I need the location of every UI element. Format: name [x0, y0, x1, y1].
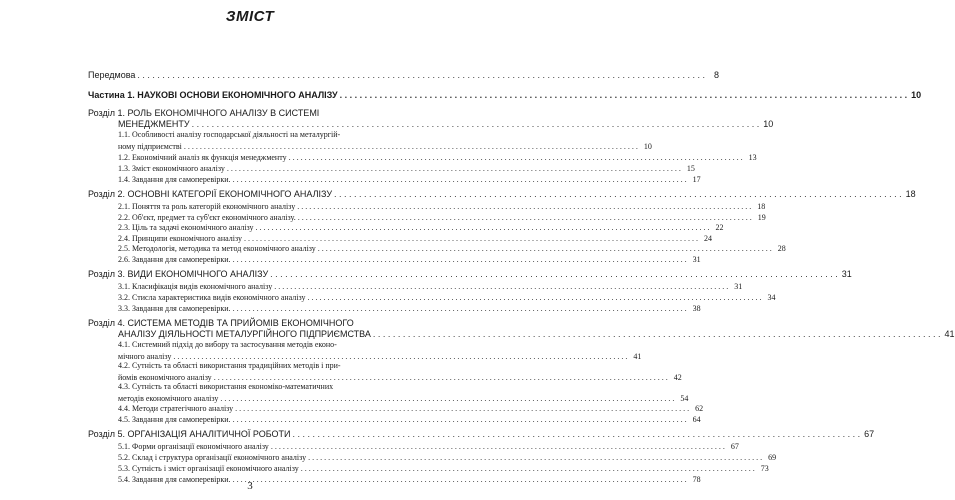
dot-leader — [271, 442, 725, 451]
dot-leader — [334, 189, 902, 199]
dot-leader — [307, 293, 761, 302]
toc-page-number: 15 — [686, 164, 695, 173]
toc-subentry — [118, 414, 701, 424]
toc-page-number: 73 — [760, 464, 769, 473]
toc-entry-text: 4.4. Методи стратегічного аналізу — [118, 404, 234, 413]
dot-leader — [270, 269, 838, 279]
toc-page-number: 10 — [643, 142, 652, 151]
toc-entry-text: 5.3. Сутність і зміст організації економічного аналізу — [118, 464, 299, 473]
toc-subentry — [118, 372, 682, 382]
dot-leader — [137, 70, 705, 80]
toc-entry-text: 3.2. Стисла характеристика видів економічного аналізу — [118, 293, 306, 302]
dot-leader — [373, 329, 941, 339]
toc-page-number: 18 — [905, 189, 916, 199]
dot-leader — [214, 373, 668, 382]
toc-subentry — [118, 463, 769, 473]
toc-page-number: 31 — [734, 282, 743, 291]
toc-entry-text: 5.2. Склад і структура організації економічного аналізу — [118, 453, 307, 462]
page-number: 3 — [247, 480, 253, 492]
dot-leader — [292, 429, 860, 439]
toc-entry-text: 2.3. Ціль та задачі економічного аналізу — [118, 223, 254, 232]
dot-leader — [301, 464, 755, 473]
toc-entry-text: Передмова — [88, 70, 136, 80]
toc-entry-text: Розділ 3. ВИДИ ЕКОНОМІЧНОГО АНАЛІЗУ — [88, 269, 269, 279]
toc-entry-text: 1.2. Економічний аналіз як функція менеджменту — [118, 153, 287, 162]
toc-entry-text: Розділ 2. ОСНОВНІ КАТЕГОРІЇ ЕКОНОМІЧНОГО АНАЛІЗУ — [88, 189, 333, 199]
toc-page-number: 41 — [633, 352, 642, 361]
dot-leader — [308, 453, 762, 462]
toc-page-number: 31 — [692, 255, 701, 264]
toc-part-heading — [88, 90, 922, 100]
toc-entry-text: Розділ 5. ОРГАНІЗАЦІЯ АНАЛІТИЧНОЇ РОБОТИ — [88, 429, 291, 439]
dot-leader — [192, 119, 760, 129]
toc-subentry — [118, 212, 766, 222]
dot-leader — [318, 244, 772, 253]
toc-entry-continuation: методів економічного аналізу — [118, 394, 219, 403]
toc-page-number: 78 — [692, 475, 701, 484]
page-title: ЗМІСТ — [225, 8, 275, 25]
toc-entry-continuation: йомів економічного аналізу — [118, 373, 212, 382]
toc-page-number: 10 — [763, 119, 774, 129]
dot-leader — [340, 90, 908, 100]
toc-entry-text: 3.3. Завдання для самоперевірки. — [118, 304, 231, 313]
toc-subentry — [118, 303, 701, 313]
toc-page-number: 42 — [673, 373, 682, 382]
toc-section — [88, 189, 916, 199]
toc-entry-text: 4.3. Сутність та області використання економіко-математичних — [118, 382, 334, 391]
toc-subentry — [118, 393, 689, 403]
toc-page-number: 69 — [768, 453, 777, 462]
toc-page-number: 67 — [730, 442, 739, 451]
toc-page-number: 22 — [715, 223, 724, 232]
toc-entry-text: Частина 1. НАУКОВІ ОСНОВИ ЕКОНОМІЧНОГО АНАЛІЗУ — [88, 90, 338, 100]
toc-section — [118, 119, 774, 129]
toc-entry-text: 2.2. Об'єкт, предмет та суб'єкт економічного аналізу. — [118, 213, 296, 222]
dot-leader — [233, 175, 687, 184]
toc-page-number: 41 — [944, 329, 955, 339]
toc-subentry — [118, 281, 743, 291]
toc-page-number: 17 — [692, 175, 701, 184]
toc-subentry — [118, 222, 724, 232]
toc-page-number: 64 — [692, 415, 701, 424]
dot-leader — [289, 153, 743, 162]
toc-subentry — [118, 403, 704, 413]
toc-page-number: 31 — [841, 269, 852, 279]
toc-subentry — [118, 141, 652, 151]
dot-leader — [227, 164, 681, 173]
toc-entry-text: 2.1. Поняття та роль категорій економічного аналізу — [118, 202, 296, 211]
dot-leader — [173, 352, 627, 361]
toc-entry-text: Розділ 4. СИСТЕМА МЕТОДІВ ТА ПРИЙОМІВ ЕКОНОМІЧНОГО — [88, 318, 354, 328]
toc-subentry — [118, 292, 776, 302]
toc-page-number: 67 — [864, 429, 875, 439]
toc-page-number: 19 — [757, 213, 766, 222]
toc-page-number: 18 — [757, 202, 766, 211]
toc-subentry — [118, 174, 701, 184]
dot-leader — [184, 142, 638, 151]
toc-entry-text: 5.1. Форми організації економічного аналізу — [118, 442, 269, 451]
toc-entry-text: 4.1. Системний підхід до вибору та застосування методів еконо- — [118, 340, 337, 349]
toc-page-number: 28 — [777, 244, 786, 253]
toc-entry-text: 2.4. Принципи економічного аналізу — [118, 234, 242, 243]
dot-leader — [244, 234, 698, 243]
toc-entry-continuation: мічного аналізу — [118, 352, 172, 361]
toc-subentry — [118, 254, 701, 264]
dot-leader — [233, 304, 687, 313]
toc-page-number: 54 — [680, 394, 689, 403]
toc-subentry — [118, 233, 712, 243]
dot-leader — [233, 255, 687, 264]
toc-page-number: 62 — [695, 404, 704, 413]
toc-subentry — [118, 452, 777, 462]
toc-entry-continuation: МЕНЕДЖМЕНТУ — [118, 119, 190, 129]
toc-entry-text: 1.3. Зміст економічного аналізу — [118, 164, 225, 173]
toc-entry-text: 5.4. Завдання для самоперевірки. — [118, 475, 231, 484]
toc-subentry — [118, 243, 786, 253]
toc-entry-text: 4.2. Сутність та області використання традиційних методів і при- — [118, 361, 341, 370]
toc-entry-text: 4.5. Завдання для самоперевірки. — [118, 415, 231, 424]
toc-page-number: 8 — [714, 70, 720, 80]
toc-entry-text: 2.6. Завдання для самоперевірки. — [118, 255, 231, 264]
toc-section — [88, 70, 720, 80]
toc-entry-text: 1.1. Особливості аналізу господарської діяльності на металургій- — [118, 130, 341, 139]
toc-page-number: 38 — [692, 304, 701, 313]
dot-leader — [297, 202, 751, 211]
toc-section — [118, 329, 955, 339]
dot-leader — [233, 415, 687, 424]
toc-page-number: 13 — [748, 153, 757, 162]
toc-entry-text: Розділ 1. РОЛЬ ЕКОНОМІЧНОГО АНАЛІЗУ В СИСТЕМІ — [88, 108, 320, 118]
toc-entry-text: 1.4. Завдання для самоперевірки. — [118, 175, 231, 184]
toc-subentry — [118, 163, 695, 173]
toc-subentry — [118, 441, 739, 451]
toc-section — [88, 269, 852, 279]
dot-leader — [256, 223, 710, 232]
toc-subentry — [118, 351, 642, 361]
toc-subentry — [118, 201, 766, 211]
dot-leader — [235, 404, 689, 413]
toc-page-number: 34 — [767, 293, 776, 302]
toc-section — [88, 429, 875, 439]
toc-subentry — [118, 152, 757, 162]
dot-leader — [274, 282, 728, 291]
dot-leader — [220, 394, 674, 403]
toc-entry-text: 2.5. Методологія, методика та метод економічного аналізу — [118, 244, 316, 253]
dot-leader — [298, 213, 752, 222]
toc-entry-continuation: ному підприємстві — [118, 142, 182, 151]
toc-page-number: 10 — [911, 90, 922, 100]
toc-entry-text: 3.1. Класифікація видів економічного аналізу — [118, 282, 273, 291]
toc-entry-continuation: АНАЛІЗУ ДІЯЛЬНОСТІ МЕТАЛУРГІЙНОГО ПІДПРИЄМСТВА — [118, 329, 371, 339]
toc-page-number: 24 — [703, 234, 712, 243]
